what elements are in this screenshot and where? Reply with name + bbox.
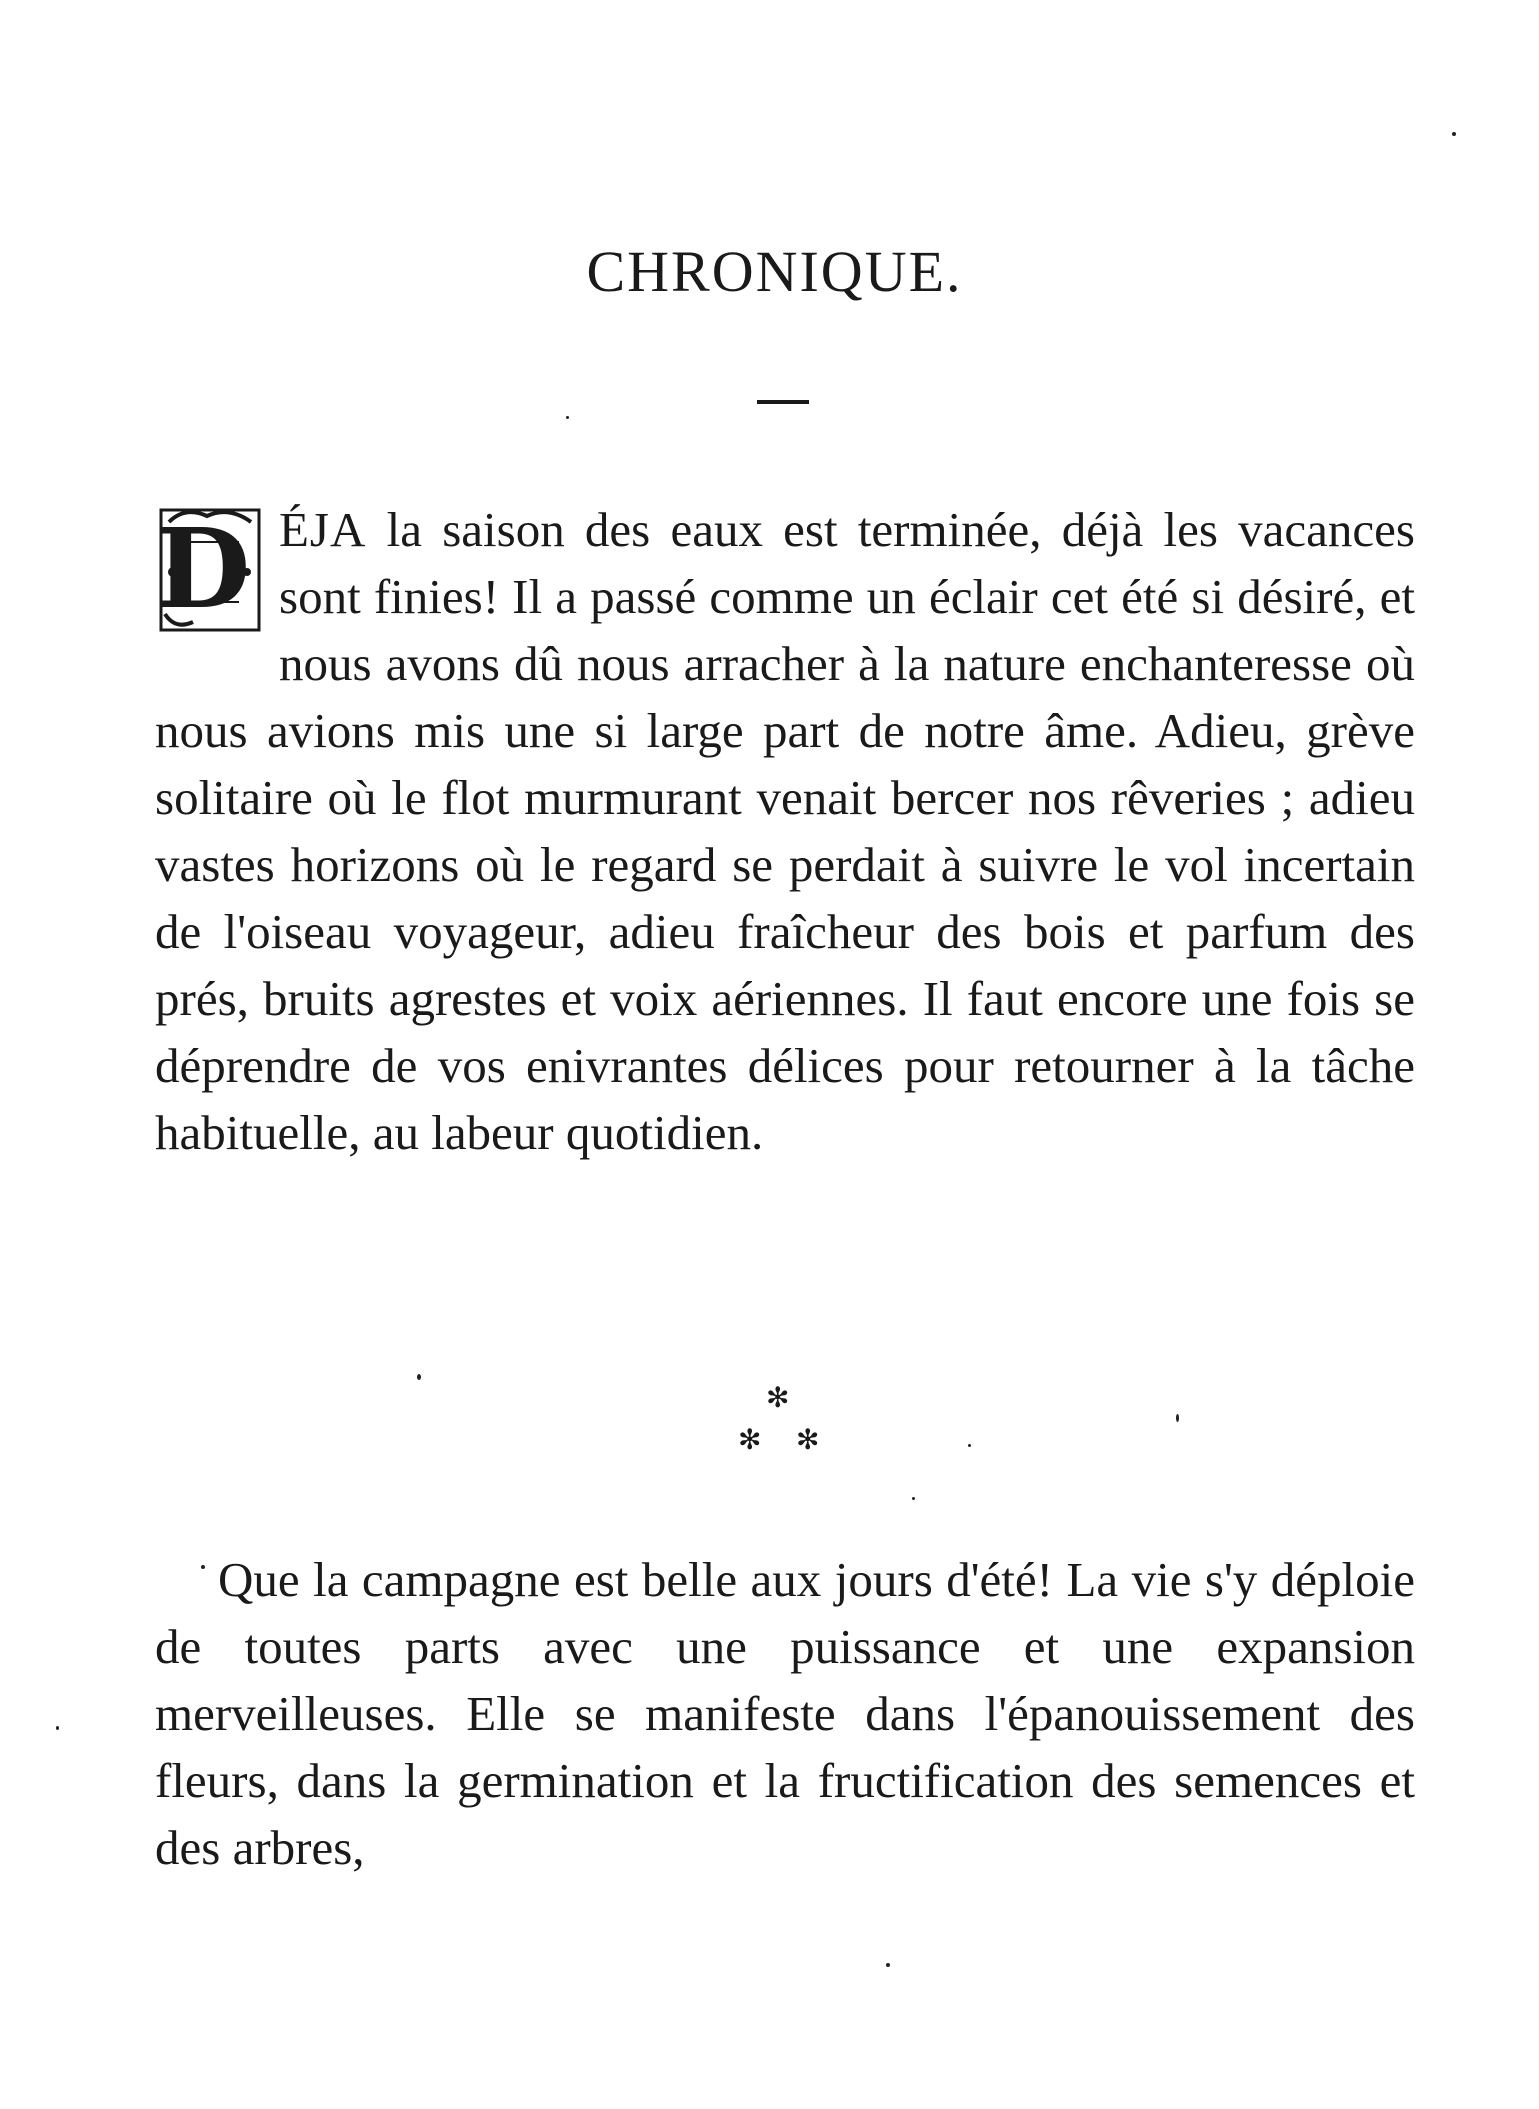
paragraph-2: Que la campagne est belle aux jours d'été! La vie s'y déploie de toutes parts avec une puissance et une expansion merveilleuses. Elle se manifeste dans l'épanouissement des fleurs, dans la germination et la fructification des semences et des arbres, bbox=[155, 1552, 1415, 1875]
paragraph-1-text: la saison des eaux est terminée, déjà les vacances sont finies! Il a passé comme un éclair cet été si désiré, et nous avons dû nous arracher à la nature enchanteresse où nous avions mis une si large part de notre âme. Adieu, grève solitaire où le flot murmurant venait bercer nos rêveries ; adieu vastes horizons où le regard se perdait à suivre le vol incertain de l'oiseau voyageur, adieu fraîcheur des bois et parfum des prés, bruits agrestes et voix aériennes. Il faut encore une fois se déprendre de vos enivrantes délices pour retourner à la tâche habituelle, au labeur quotidien. bbox=[155, 502, 1415, 1160]
paper-speck bbox=[201, 1565, 205, 1569]
paper-speck bbox=[1176, 1414, 1179, 1422]
section-separator bbox=[720, 1381, 850, 1464]
paper-speck bbox=[886, 1963, 890, 1967]
paper-speck bbox=[566, 416, 569, 419]
title-rule bbox=[757, 400, 809, 404]
drop-cap-letter: D bbox=[155, 504, 251, 633]
paper-speck bbox=[417, 1374, 421, 1380]
page-title: CHRONIQUE. bbox=[586, 239, 963, 304]
paragraph-1-lead-word: ÉJA bbox=[279, 502, 367, 557]
asterism-star-icon: ✻ bbox=[796, 1423, 820, 1456]
paper-speck bbox=[1452, 132, 1456, 136]
paper-speck bbox=[968, 1444, 971, 1447]
asterism-star-icon: ✻ bbox=[766, 1381, 790, 1414]
asterism-star-icon: ✻ bbox=[738, 1423, 762, 1456]
paper-speck bbox=[912, 1497, 915, 1500]
paragraph-1 bbox=[155, 496, 1415, 1166]
paper-speck bbox=[56, 1726, 59, 1730]
ornamental-drop-cap bbox=[155, 502, 265, 636]
